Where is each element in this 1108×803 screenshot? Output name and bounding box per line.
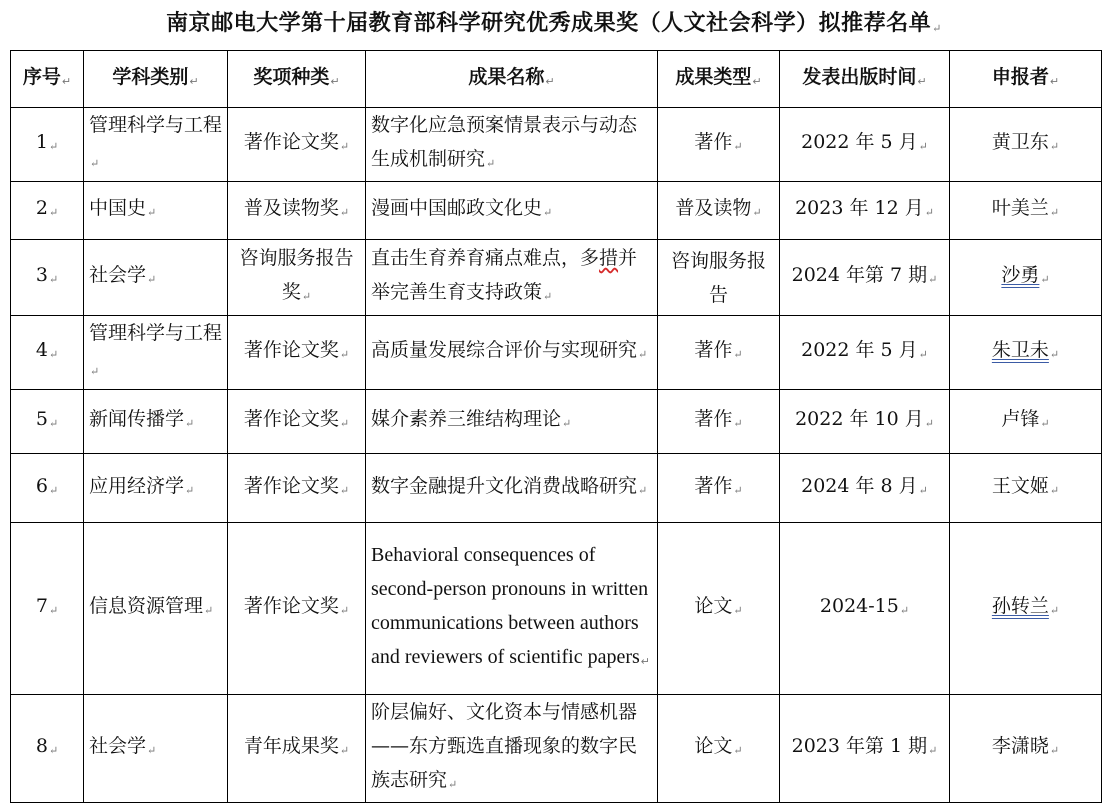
cell-award-type: 青年成果奖↵ xyxy=(228,695,366,803)
cell-publish-date: 2022 年 10 月↵ xyxy=(780,390,950,454)
cell-applicant: 朱卫未↵ xyxy=(950,316,1102,390)
table-row xyxy=(11,390,1102,454)
cell-serial: 4↵ xyxy=(11,316,84,390)
table-row xyxy=(11,454,1102,523)
cell-discipline: 管理科学与工程↵ xyxy=(84,108,228,182)
header-achievement-type: 成果类型↵ xyxy=(658,51,780,108)
cell-serial: 7↵ xyxy=(11,523,84,695)
cell-award-type: 普及读物奖↵ xyxy=(228,182,366,240)
cell-award-type: 著作论文奖↵ xyxy=(228,108,366,182)
cell-achievement-type: 著作↵ xyxy=(658,454,780,523)
cell-achievement-type: 论文↵ xyxy=(658,695,780,803)
cell-achievement-type: 论文↵ xyxy=(658,523,780,695)
cell-discipline: 社会学↵ xyxy=(84,695,228,803)
cell-award-type: 著作论文奖↵ xyxy=(228,316,366,390)
cell-discipline: 应用经济学↵ xyxy=(84,454,228,523)
header-discipline: 学科类别↵ xyxy=(84,51,228,108)
cell-award-type: 咨询服务报告奖↵ xyxy=(228,240,366,316)
cell-serial: 1↵ xyxy=(11,108,84,182)
cell-discipline: 管理科学与工程↵ xyxy=(84,316,228,390)
cell-achievement-title: Behavioral consequences of second-person pronouns in written communications between authors and reviewers of scientific papers↵ xyxy=(366,523,658,695)
cell-applicant: 卢锋↵ xyxy=(950,390,1102,454)
cell-achievement-title: 数字金融提升文化消费战略研究↵ xyxy=(366,454,658,523)
cell-publish-date: 2022 年 5 月↵ xyxy=(780,316,950,390)
cell-applicant: 黄卫东↵ xyxy=(950,108,1102,182)
cell-serial: 3↵ xyxy=(11,240,84,316)
table-row xyxy=(11,316,1102,390)
cell-award-type: 著作论文奖↵ xyxy=(228,523,366,695)
cell-discipline: 信息资源管理↵ xyxy=(84,523,228,695)
header-award-type: 奖项种类↵ xyxy=(228,51,366,108)
cell-award-type: 著作论文奖↵ xyxy=(228,454,366,523)
cell-discipline: 新闻传播学↵ xyxy=(84,390,228,454)
cell-applicant: 王文姬↵ xyxy=(950,454,1102,523)
cell-achievement-title: 阶层偏好、文化资本与情感机器——东方甄选直播现象的数字民族志研究↵ xyxy=(366,695,658,803)
cell-publish-date: 2024 年 8 月↵ xyxy=(780,454,950,523)
cell-applicant: 沙勇↵ xyxy=(950,240,1102,316)
header-achievement-title: 成果名称↵ xyxy=(366,51,658,108)
cell-achievement-type: 著作↵ xyxy=(658,108,780,182)
header-serial: 序号↵ xyxy=(11,51,84,108)
document-title-text: 南京邮电大学第十届教育部科学研究优秀成果奖（人文社会科学）拟推荐名单 xyxy=(166,10,932,36)
cell-achievement-type: 咨询服务报告 xyxy=(658,240,780,316)
cell-achievement-type: 著作↵ xyxy=(658,390,780,454)
table-row xyxy=(11,108,1102,182)
nominee-table xyxy=(10,50,1102,803)
cell-applicant: 李潇晓↵ xyxy=(950,695,1102,803)
cell-publish-date: 2024 年第 7 期↵ xyxy=(780,240,950,316)
cell-discipline: 中国史↵ xyxy=(84,182,228,240)
cell-achievement-type: 普及读物↵ xyxy=(658,182,780,240)
table-row xyxy=(11,240,1102,316)
cell-publish-date: 2023 年第 1 期↵ xyxy=(780,695,950,803)
cell-achievement-title: 高质量发展综合评价与实现研究↵ xyxy=(366,316,658,390)
document-title xyxy=(0,6,1108,37)
cell-achievement-title: 数字化应急预案情景表示与动态生成机制研究↵ xyxy=(366,108,658,182)
cell-achievement-type: 著作↵ xyxy=(658,316,780,390)
cell-achievement-title: 直击生育养育痛点难点，多措并举完善生育支持政策↵ xyxy=(366,240,658,316)
cell-serial: 8↵ xyxy=(11,695,84,803)
cell-applicant: 叶美兰↵ xyxy=(950,182,1102,240)
cell-serial: 2↵ xyxy=(11,182,84,240)
cell-serial: 6↵ xyxy=(11,454,84,523)
table-row xyxy=(11,182,1102,240)
cell-award-type: 著作论文奖↵ xyxy=(228,390,366,454)
paragraph-mark-icon: ↵ xyxy=(932,22,942,35)
cell-publish-date: 2023 年 12 月↵ xyxy=(780,182,950,240)
header-publish-date: 发表出版时间↵ xyxy=(780,51,950,108)
spellcheck-flag: 措 xyxy=(599,247,619,269)
cell-serial: 5↵ xyxy=(11,390,84,454)
cell-publish-date: 2024-15↵ xyxy=(780,523,950,695)
header-applicant: 申报者↵ xyxy=(950,51,1102,108)
header-row xyxy=(11,51,1102,108)
cell-applicant: 孙转兰↵ xyxy=(950,523,1102,695)
cell-discipline: 社会学↵ xyxy=(84,240,228,316)
table-row xyxy=(11,695,1102,803)
cell-publish-date: 2022 年 5 月↵ xyxy=(780,108,950,182)
cell-achievement-title: 媒介素养三维结构理论↵ xyxy=(366,390,658,454)
cell-achievement-title: 漫画中国邮政文化史↵ xyxy=(366,182,658,240)
table-row xyxy=(11,523,1102,695)
